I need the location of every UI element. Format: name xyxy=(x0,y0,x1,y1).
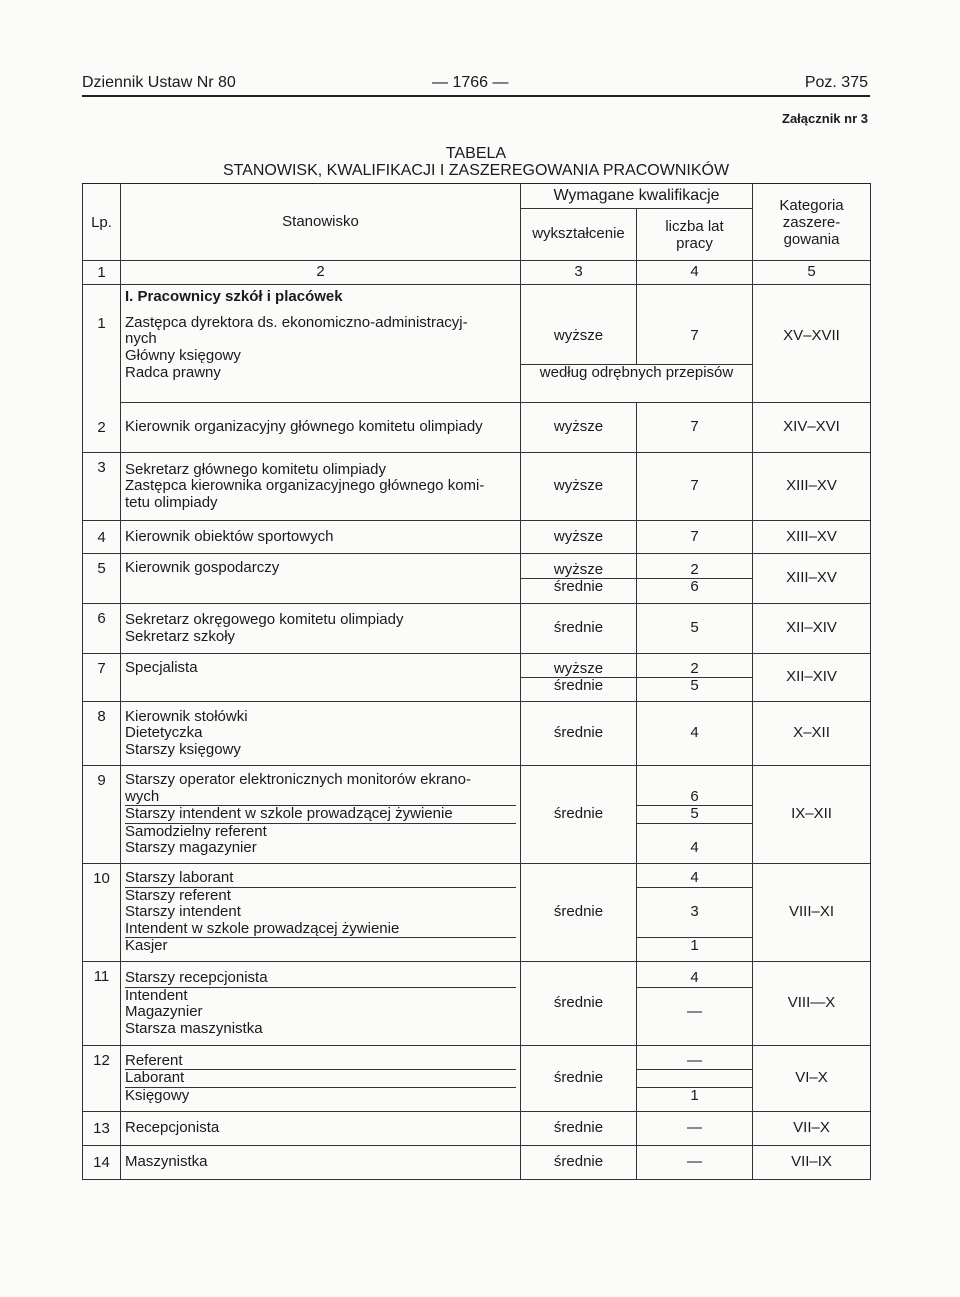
row-8-position: Dietetyczka xyxy=(125,724,203,742)
row-4-cat: XIII–XV xyxy=(753,521,871,554)
row-12-years-2: 1 xyxy=(637,1087,752,1105)
row-7-edu xyxy=(521,654,637,702)
row-12-lp: 12 xyxy=(83,1046,121,1112)
row-9-years xyxy=(637,766,753,864)
row-4-position: Kierownik obiektów sportowych xyxy=(121,521,521,554)
row-5-edu-1: wyższe xyxy=(553,560,604,578)
row-10-position: Starszy referent xyxy=(125,887,516,905)
row-1-position: Główny księgowy xyxy=(125,346,241,364)
row-10-years-spacer xyxy=(637,887,752,905)
row-7-years xyxy=(637,654,753,702)
row-11-lp: 11 xyxy=(83,962,121,1046)
row-5-years-1: 2 xyxy=(690,560,699,578)
col-kategoria xyxy=(753,184,871,261)
annex-label: Załącznik nr 3 xyxy=(782,111,868,126)
row-1-extra-cat xyxy=(753,365,871,403)
row-10-years-2: 3 xyxy=(690,903,699,921)
row-11-years-1: 4 xyxy=(690,969,699,986)
row-12-years-spacer xyxy=(637,1069,752,1087)
section-edu xyxy=(521,285,637,309)
row-1-lp: 1 xyxy=(83,309,121,403)
row-5-years xyxy=(637,554,753,604)
row-11-positions xyxy=(121,962,521,1046)
col-kategoria-line2: zaszere- xyxy=(782,213,841,231)
colnum-1: 1 xyxy=(83,261,121,285)
row-3-years: 7 xyxy=(637,453,753,521)
section-lp xyxy=(83,285,121,309)
row-11-years-2: — xyxy=(687,1003,702,1020)
row-7-position: Specjalista xyxy=(121,654,521,702)
row-10-years-1: 4 xyxy=(690,869,699,887)
row-8-edu: średnie xyxy=(521,702,637,766)
row-3-edu: wyższe xyxy=(521,453,637,521)
row-12-years xyxy=(637,1046,753,1112)
row-1-position: nych xyxy=(125,330,157,347)
row-11-years-spacer xyxy=(637,1021,752,1038)
row-10-years xyxy=(637,864,753,962)
row-2-cat: XIV–XVI xyxy=(753,403,871,453)
table-subtitle: STANOWISK, KWALIFIKACJI I ZASZEREGOWANIA PRACOWNIKÓW xyxy=(222,162,730,179)
row-3-lp: 3 xyxy=(83,453,121,521)
row-9-position: Starszy intendent w szkole prowadzącej żywienie xyxy=(125,805,516,823)
row-14-cat: VII–IX xyxy=(753,1146,871,1180)
row-3-position: Sekretarz głównego komitetu olimpiady xyxy=(125,460,386,478)
position-number: Poz. 375 xyxy=(804,74,868,91)
row-5-lp: 5 xyxy=(83,554,121,604)
col-kategoria-line1: Kategoria xyxy=(779,196,844,214)
row-11-position: Magazynier xyxy=(125,1003,203,1020)
row-14-lp: 14 xyxy=(83,1146,121,1180)
colnum-3: 3 xyxy=(521,261,637,285)
section-cat xyxy=(753,285,871,309)
row-5-position: Kierownik gospodarczy xyxy=(121,554,521,604)
table-title: TABELA xyxy=(445,145,507,162)
row-12-positions xyxy=(121,1046,521,1112)
row-9-position: Starszy magazynier xyxy=(125,839,257,857)
row-1-edu: wyższe xyxy=(521,309,637,365)
row-6-cat: XII–XIV xyxy=(753,604,871,654)
row-11-edu: średnie xyxy=(521,962,637,1046)
row-6-edu: średnie xyxy=(521,604,637,654)
row-8-positions xyxy=(121,702,521,766)
row-10-lp: 10 xyxy=(83,864,121,962)
row-2-position: Kierownik organizacyjny głównego komitetu olimpiady xyxy=(121,403,521,453)
row-5-edu-2: średnie xyxy=(521,578,636,596)
row-3-cat: XIII–XV xyxy=(753,453,871,521)
row-13-years: — xyxy=(637,1112,753,1146)
row-3-positions xyxy=(121,453,521,521)
col-liczba-lat-line1: liczba lat xyxy=(665,217,724,235)
row-9-positions xyxy=(121,766,521,864)
row-10-edu: średnie xyxy=(521,864,637,962)
row-4-lp: 4 xyxy=(83,521,121,554)
page-number: — 1766 — xyxy=(432,74,509,91)
row-9-position: Starszy operator elektronicznych monitorów ekrano- xyxy=(125,771,471,789)
positions-table xyxy=(82,183,871,1180)
row-7-edu-2: średnie xyxy=(521,677,636,695)
row-1-extra-note: według odrębnych przepisów xyxy=(521,365,753,403)
row-12-position: Księgowy xyxy=(125,1087,516,1105)
col-stanowisko: Stanowisko xyxy=(121,184,521,261)
row-11-position: Starszy recepcjonista xyxy=(125,969,268,986)
header-rule xyxy=(82,95,870,97)
row-9-years-spacer xyxy=(637,823,752,841)
row-7-edu-1: wyższe xyxy=(553,659,604,677)
row-1-years: 7 xyxy=(637,309,753,365)
row-10-position: Kasjer xyxy=(125,937,516,955)
colnum-2: 2 xyxy=(121,261,521,285)
journal-name: Dziennik Ustaw Nr 80 xyxy=(82,74,236,91)
row-9-years-spacer xyxy=(637,772,752,789)
col-kategoria-line3: gowania xyxy=(783,230,840,248)
row-11-years xyxy=(637,962,753,1046)
row-2-years: 7 xyxy=(637,403,753,453)
row-13-position: Recepcjonista xyxy=(121,1112,521,1146)
row-12-edu: średnie xyxy=(521,1046,637,1112)
row-1-extra-position: Radca prawny xyxy=(121,365,521,403)
row-9-cat: IX–XII xyxy=(753,766,871,864)
row-12-position: Laborant xyxy=(125,1069,516,1087)
row-1-positions xyxy=(121,309,521,365)
row-6-years: 5 xyxy=(637,604,753,654)
row-3-position: Zastępca kierownika organizacyjnego głównego komi- xyxy=(125,477,485,495)
row-13-edu: średnie xyxy=(521,1112,637,1146)
row-11-cat: VIII—X xyxy=(753,962,871,1046)
col-lp: Lp. xyxy=(83,184,121,261)
row-12-cat: VI–X xyxy=(753,1046,871,1112)
row-11-position: Intendent xyxy=(125,987,516,1005)
row-10-positions xyxy=(121,864,521,962)
section-years xyxy=(637,285,753,309)
row-13-cat: VII–X xyxy=(753,1112,871,1146)
row-7-lp: 7 xyxy=(83,654,121,702)
row-10-position: Starszy intendent xyxy=(125,903,241,921)
row-3-position: tetu olimpiady xyxy=(125,493,218,511)
row-11-position: Starsza maszynistka xyxy=(125,1019,263,1037)
row-8-cat: X–XII xyxy=(753,702,871,766)
row-12-position: Referent xyxy=(125,1051,183,1069)
row-6-lp: 6 xyxy=(83,604,121,654)
colnum-4: 4 xyxy=(637,261,753,285)
row-14-years: — xyxy=(637,1146,753,1180)
row-9-position: Samodzielny referent xyxy=(125,823,516,841)
col-wyksztalcenie: wykształcenie xyxy=(521,209,637,261)
row-5-edu xyxy=(521,554,637,604)
row-10-years-3: 1 xyxy=(637,937,752,955)
row-8-position: Kierownik stołówki xyxy=(125,707,248,725)
row-10-position: Intendent w szkole prowadzącej żywienie xyxy=(125,919,400,937)
col-liczba-lat-line2: pracy xyxy=(676,234,713,252)
row-9-edu: średnie xyxy=(521,766,637,864)
row-5-years-2: 6 xyxy=(637,578,752,596)
row-7-cat: XII–XIV xyxy=(753,654,871,702)
row-1-cat: XV–XVII xyxy=(753,309,871,365)
row-10-cat: VIII–XI xyxy=(753,864,871,962)
row-14-edu: średnie xyxy=(521,1146,637,1180)
row-8-years: 4 xyxy=(637,702,753,766)
row-14-position: Maszynistka xyxy=(121,1146,521,1180)
row-6-position: Sekretarz szkoły xyxy=(125,627,236,645)
row-5-cat: XIII–XV xyxy=(753,554,871,604)
row-8-lp: 8 xyxy=(83,702,121,766)
row-8-position: Starszy księgowy xyxy=(125,740,241,758)
row-10-position: Starszy laborant xyxy=(125,869,234,887)
row-4-edu: wyższe xyxy=(521,521,637,554)
row-11-years-spacer xyxy=(637,987,752,1005)
row-2-lp: 2 xyxy=(83,403,121,453)
row-4-years: 7 xyxy=(637,521,753,554)
colnum-5: 5 xyxy=(753,261,871,285)
row-9-years-1: 6 xyxy=(690,787,699,805)
row-2-edu: wyższe xyxy=(521,403,637,453)
row-9-years-2: 5 xyxy=(637,805,752,823)
row-7-years-1: 2 xyxy=(690,659,699,677)
col-wymagane: Wymagane kwalifikacje xyxy=(521,184,753,209)
row-13-lp: 13 xyxy=(83,1112,121,1146)
row-10-years-spacer xyxy=(637,921,752,938)
row-9-years-3: 4 xyxy=(690,839,699,857)
col-liczba-lat xyxy=(637,209,753,261)
row-7-years-2: 5 xyxy=(637,677,752,695)
section-title: I. Pracownicy szkół i placówek xyxy=(121,285,521,309)
row-6-positions xyxy=(121,604,521,654)
row-12-years-1: — xyxy=(687,1051,702,1069)
row-9-position: wych xyxy=(125,787,160,805)
row-1-position: Zastępca dyrektora ds. ekonomiczno-administracyj- xyxy=(125,313,468,331)
row-9-lp: 9 xyxy=(83,766,121,864)
row-6-position: Sekretarz okręgowego komitetu olimpiady xyxy=(125,611,404,628)
